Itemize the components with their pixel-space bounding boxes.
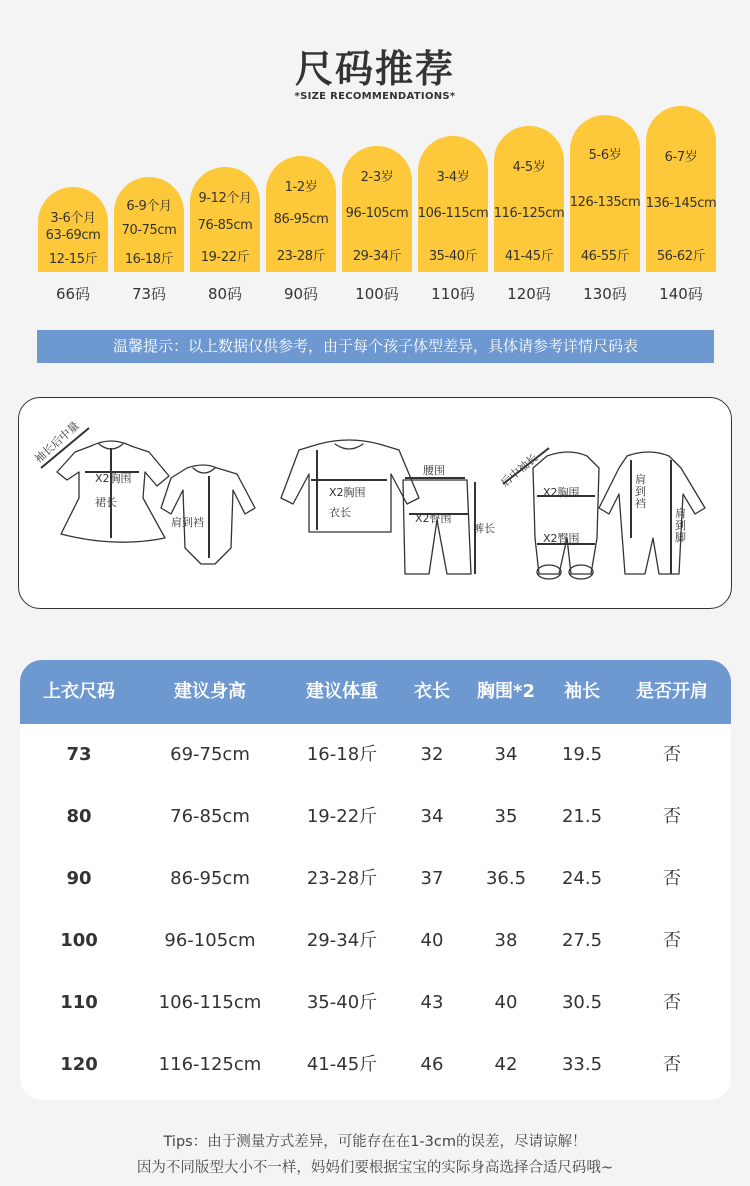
cell-size: 120 xyxy=(60,1054,98,1075)
cell-size: 100 xyxy=(60,930,98,951)
bar-weight: 19-22斤 xyxy=(200,250,250,265)
size-bar xyxy=(38,187,108,272)
page-title: 尺码推荐 xyxy=(294,47,455,91)
cell-chest: 35 xyxy=(494,806,518,827)
bar-weight: 29-34斤 xyxy=(352,249,402,264)
romper-back-outline xyxy=(599,452,705,574)
size-bar xyxy=(646,106,716,272)
bar-code: 66码 xyxy=(55,285,91,303)
bar-age: 4-5岁 xyxy=(512,160,546,175)
bar-height: 136-145cm xyxy=(645,196,717,211)
cell-size: 80 xyxy=(66,806,92,827)
cell-shoulder: 否 xyxy=(663,806,681,827)
tips-line-1: Tips：由于测量方式差异，可能存在在1-3cm的误差，尽请谅解！ xyxy=(163,1134,587,1150)
bar-code: 130码 xyxy=(583,285,627,303)
cell-chest: 42 xyxy=(494,1054,518,1075)
guide-label: X2臀围 xyxy=(415,512,452,525)
table-row xyxy=(20,724,731,786)
guide-label: X2胸围 xyxy=(95,472,132,485)
cell-weight: 23-28斤 xyxy=(306,868,378,889)
header-sleeve: 袖长 xyxy=(564,681,600,702)
cell-length: 37 xyxy=(420,868,444,889)
cell-weight: 41-45斤 xyxy=(306,1054,378,1075)
table-row xyxy=(20,972,731,1034)
bar-weight: 23-28斤 xyxy=(276,249,326,264)
guide-label: 裤长 xyxy=(473,522,495,535)
cell-weight: 35-40斤 xyxy=(306,992,378,1013)
bar-height: 106-115cm xyxy=(417,206,489,221)
cell-height: 76-85cm xyxy=(170,806,250,827)
cell-length: 34 xyxy=(420,806,444,827)
guide-label: 衣长 xyxy=(329,506,351,519)
cell-shoulder: 否 xyxy=(663,1054,681,1075)
guide-label: 袖长后中量 xyxy=(32,419,82,466)
notice-banner: 温馨提示：以上数据仅供参考，由于每个孩子体型差异，具体请参考详情尺码表 xyxy=(37,330,714,363)
cell-chest: 36.5 xyxy=(485,868,527,889)
guide-label: 腰围 xyxy=(423,464,445,477)
guide-label: 肩到裆 xyxy=(171,516,204,529)
guide-label: X2胸围 xyxy=(329,486,366,499)
cell-weight: 29-34斤 xyxy=(306,930,378,951)
guide-label: 肩到脚 xyxy=(675,507,686,544)
size-bar-group xyxy=(266,0,336,272)
cell-sleeve: 33.5 xyxy=(561,1054,603,1075)
bar-age: 2-3岁 xyxy=(360,170,394,185)
guide-label: 肩到裆 xyxy=(635,473,646,510)
bar-age: 6-9个月 xyxy=(126,199,172,214)
header-size: 上衣尺码 xyxy=(43,681,115,702)
cell-size: 90 xyxy=(66,868,92,889)
bar-code: 73码 xyxy=(131,285,167,303)
cell-height: 96-105cm xyxy=(164,930,256,951)
bar-code: 110码 xyxy=(431,285,475,303)
cell-sleeve: 21.5 xyxy=(561,806,603,827)
header-weight: 建议体重 xyxy=(306,681,378,702)
cell-sleeve: 19.5 xyxy=(561,744,603,765)
size-bar xyxy=(114,177,184,272)
size-table xyxy=(20,660,731,1100)
bar-weight: 16-18斤 xyxy=(124,252,174,267)
header-length: 衣长 xyxy=(414,681,450,702)
bar-age: 3-4岁 xyxy=(436,170,470,185)
page-subtitle: *SIZE RECOMMENDATIONS* xyxy=(294,91,456,102)
table-row xyxy=(20,910,731,972)
size-bar-group xyxy=(494,0,564,272)
bar-code: 90码 xyxy=(283,285,319,303)
size-bar xyxy=(266,156,336,272)
bar-weight: 41-45斤 xyxy=(504,249,554,264)
size-bar xyxy=(418,136,488,272)
bar-code: 80码 xyxy=(207,285,243,303)
guide-label: 后中袖长 xyxy=(498,451,541,490)
size-bar xyxy=(342,146,412,272)
size-bars xyxy=(0,0,750,310)
bar-weight: 56-62斤 xyxy=(656,249,706,264)
cell-height: 106-115cm xyxy=(158,992,262,1013)
size-bar-group xyxy=(418,0,488,272)
size-bar-group xyxy=(38,0,108,272)
cell-height: 116-125cm xyxy=(158,1054,262,1075)
table-row xyxy=(20,786,731,848)
measurement-illustration xyxy=(19,398,731,608)
cell-height: 69-75cm xyxy=(170,744,250,765)
guide-label: X2胸围 xyxy=(543,486,580,499)
cell-chest: 40 xyxy=(494,992,518,1013)
bar-code: 120码 xyxy=(507,285,551,303)
pants-outline xyxy=(403,480,471,574)
bar-height: 116-125cm xyxy=(493,206,565,221)
cell-size: 110 xyxy=(60,992,98,1013)
size-bar-group xyxy=(570,0,640,272)
size-bar-group xyxy=(190,0,260,272)
cell-length: 43 xyxy=(420,992,444,1013)
measurement-guide xyxy=(18,397,732,609)
cell-sleeve: 30.5 xyxy=(561,992,603,1013)
bar-height: 70-75cm xyxy=(121,223,177,238)
cell-weight: 19-22斤 xyxy=(306,806,378,827)
size-bar xyxy=(190,167,260,272)
cell-size: 73 xyxy=(66,744,92,765)
size-bar xyxy=(570,115,640,272)
bar-code: 100码 xyxy=(355,285,399,303)
cell-length: 32 xyxy=(420,744,444,765)
table-header xyxy=(20,660,731,724)
bar-height: 76-85cm xyxy=(197,218,253,233)
guide-label: 裙长 xyxy=(95,496,117,509)
cell-height: 86-95cm xyxy=(170,868,250,889)
header-height: 建议身高 xyxy=(174,681,246,702)
cell-chest: 38 xyxy=(494,930,518,951)
bar-code: 140码 xyxy=(659,285,703,303)
bar-height: 96-105cm xyxy=(345,206,409,221)
tips-line-2: 因为不同版型大小不一样，妈妈们要根据宝宝的实际身高选择合适尺码哦~ xyxy=(136,1160,614,1176)
romper-front-outline xyxy=(533,452,599,574)
cell-length: 46 xyxy=(420,1054,444,1075)
cell-shoulder: 否 xyxy=(663,744,681,765)
table-row xyxy=(20,848,731,910)
bar-height: 126-135cm xyxy=(569,195,641,210)
bar-weight: 46-55斤 xyxy=(580,249,630,264)
bar-height: 63-69cm xyxy=(45,228,101,243)
cell-chest: 34 xyxy=(494,744,518,765)
cell-shoulder: 否 xyxy=(663,868,681,889)
cell-sleeve: 24.5 xyxy=(561,868,603,889)
header-shoulder: 是否开肩 xyxy=(636,681,708,702)
table-row xyxy=(20,1034,731,1096)
size-bar-group xyxy=(114,0,184,272)
guide-label: X2臀围 xyxy=(543,532,580,545)
bar-age: 9-12个月 xyxy=(198,191,252,206)
bar-age: 5-6岁 xyxy=(588,148,622,163)
cell-shoulder: 否 xyxy=(663,992,681,1013)
cell-shoulder: 否 xyxy=(663,930,681,951)
dress-outline xyxy=(57,441,169,542)
cell-length: 40 xyxy=(420,930,444,951)
bar-age: 3-6个月 xyxy=(50,211,96,226)
bar-age: 6-7岁 xyxy=(664,150,698,165)
bar-weight: 35-40斤 xyxy=(428,249,478,264)
size-bar xyxy=(494,126,564,272)
bar-age: 1-2岁 xyxy=(284,180,318,195)
bar-height: 86-95cm xyxy=(273,212,329,227)
cell-weight: 16-18斤 xyxy=(306,744,378,765)
size-bar-group xyxy=(342,0,412,272)
header-chest: 胸围*2 xyxy=(477,681,535,702)
cell-sleeve: 27.5 xyxy=(561,930,603,951)
size-bar-group xyxy=(646,0,716,272)
bar-weight: 12-15斤 xyxy=(48,252,98,267)
